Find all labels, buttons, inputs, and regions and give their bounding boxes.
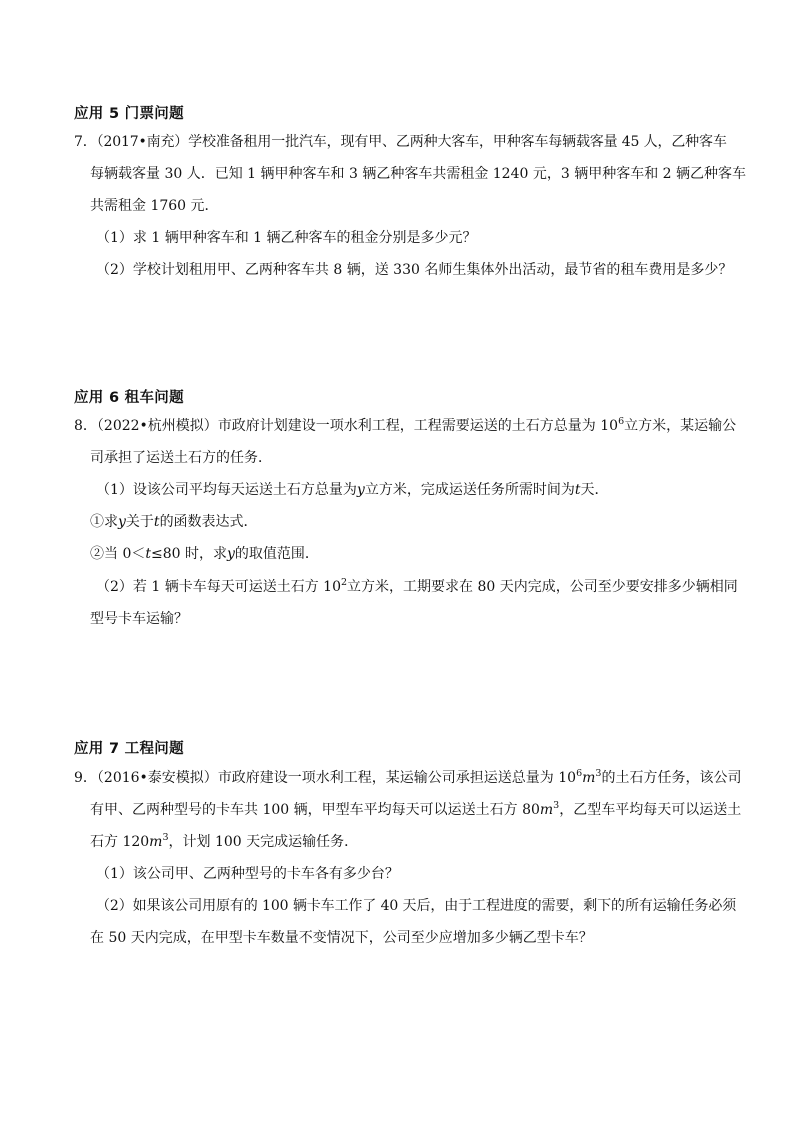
variable-t: t bbox=[574, 482, 581, 498]
variable-y: y bbox=[227, 546, 235, 562]
variable-y: y bbox=[118, 514, 126, 530]
question-source: （2022•杭州模拟） bbox=[96, 418, 218, 434]
question-8-item-1 bbox=[90, 514, 258, 530]
question-8-sub-2 bbox=[96, 579, 738, 595]
item-text: ≤80 时，求 bbox=[151, 546, 227, 562]
question-8-sub-2-line-2: 型号卡车运输？ bbox=[90, 611, 188, 627]
question-9-sub-2: （2）如果该公司用原有的 100 辆卡车工作了 40 天后，由于工程进度的需要，剩下的所有运输任务必须 bbox=[96, 898, 737, 914]
question-text: 石方 120 bbox=[90, 834, 150, 850]
question-7-sub-1: （1）求 1 辆甲种客车和 1 辆乙种客车的租金分别是多少元？ bbox=[96, 230, 477, 246]
sub-text: （1）设该公司平均每天运送土石方总量为 bbox=[96, 482, 357, 498]
question-9-line-1 bbox=[74, 770, 741, 786]
superscript: 3 bbox=[553, 800, 560, 811]
item-text: 的函数表达式． bbox=[159, 514, 258, 530]
sub-text: 立方米，完成运送任务所需时间为 bbox=[364, 482, 575, 498]
question-9-line-3 bbox=[90, 834, 358, 850]
unit-m: m bbox=[582, 770, 596, 786]
question-text: ，计划 100 天完成运输任务． bbox=[168, 834, 359, 850]
question-7-line-2: 每辆载客量 30 人．已知 1 辆甲种客车和 3 辆乙种客车共需租金 1240 元，3 辆甲种客车和 2 辆乙种客车 bbox=[90, 166, 747, 182]
question-9-line-2 bbox=[90, 802, 741, 818]
question-number: 8． bbox=[74, 418, 97, 434]
question-8-line-1 bbox=[74, 418, 736, 434]
question-text: 立方米，某运输公 bbox=[624, 418, 737, 434]
question-source: （2016•泰安模拟） bbox=[96, 770, 218, 786]
question-text: 市政府计划建设一项水利工程，工程需要运送的土石方总量为 10 bbox=[217, 418, 619, 434]
variable-t: t bbox=[145, 546, 151, 562]
question-text: 学校准备租用一批汽车，现有甲、乙两种大客车，甲种客车每辆载客量 45 人，乙种客车 bbox=[188, 134, 727, 150]
question-text: 有甲、乙两种型号的卡车共 100 辆，甲型车平均每天可以运送土石方 80 bbox=[90, 802, 540, 818]
superscript: 2 bbox=[340, 577, 348, 588]
question-8-line-2: 司承担了运送土石方的任务． bbox=[90, 450, 272, 466]
variable-t: t bbox=[153, 514, 160, 530]
question-8-sub-1 bbox=[96, 482, 608, 498]
question-9-sub-1: （1）该公司甲、乙两种型号的卡车各有多少台？ bbox=[96, 866, 399, 882]
variable-y: y bbox=[356, 482, 365, 498]
superscript: 3 bbox=[162, 832, 169, 843]
question-7-sub-2: （2）学校计划租用甲、乙两种客车共 8 辆，送 330 名师生集体外出活动，最节省的租车费用是多少？ bbox=[96, 262, 733, 278]
superscript: 6 bbox=[576, 768, 583, 779]
unit-m: m bbox=[149, 834, 163, 850]
section-heading-7: 应用 7 工程问题 bbox=[74, 741, 184, 757]
sub-text: 立方米，工期要求在 80 天内完成，公司至少要安排多少辆相同 bbox=[347, 579, 738, 595]
superscript: 3 bbox=[595, 768, 602, 779]
item-text: ②当 0＜ bbox=[90, 546, 146, 562]
question-number: 9． bbox=[74, 770, 97, 786]
item-text: 的取值范围． bbox=[234, 546, 319, 562]
section-heading-5: 应用 5 门票问题 bbox=[74, 106, 184, 122]
question-7-line-1 bbox=[74, 134, 727, 150]
question-number: 7． bbox=[74, 134, 97, 150]
question-text: ，乙型车平均每天可以运送土 bbox=[559, 802, 742, 818]
question-text: 的土石方任务，该公司 bbox=[601, 770, 742, 786]
question-9-sub-2-line-2: 在 50 天内完成，在甲型卡车数量不变情况下，公司至少应增加多少辆乙型卡车？ bbox=[90, 930, 593, 946]
superscript: 6 bbox=[618, 416, 625, 427]
question-7-line-3: 共需租金 1760 元． bbox=[90, 198, 219, 214]
sub-text: （2）若 1 辆卡车每天可运送土石方 10 bbox=[96, 579, 341, 595]
question-source: （2017•南充） bbox=[96, 134, 189, 150]
unit-m: m bbox=[539, 802, 554, 818]
item-text: ①求 bbox=[90, 514, 118, 530]
item-text: 关于 bbox=[125, 514, 154, 530]
sub-text: 天． bbox=[580, 482, 609, 498]
question-text: 市政府建设一项水利工程，某运输公司承担运送总量为 10 bbox=[217, 770, 577, 786]
question-8-item-2 bbox=[90, 546, 319, 562]
section-heading-6: 应用 6 租车问题 bbox=[74, 390, 184, 406]
